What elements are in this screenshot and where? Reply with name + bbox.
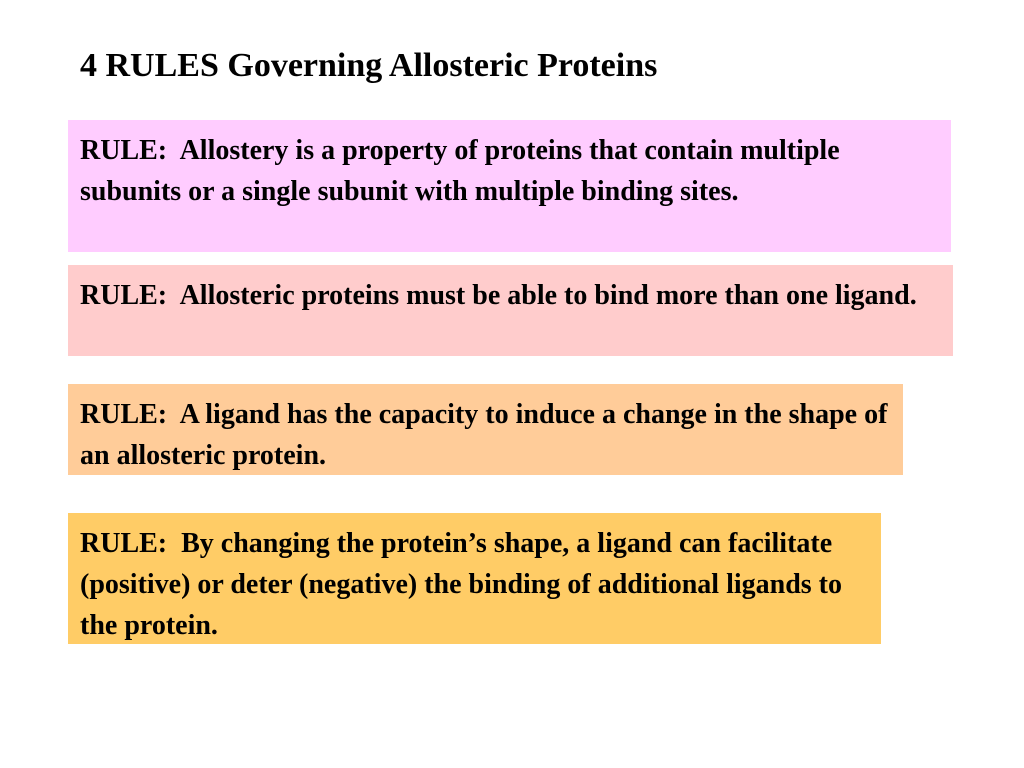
slide-title: 4 RULES Governing Allosteric Proteins [80, 47, 658, 84]
rule-label: RULE: [80, 135, 180, 166]
rule-label: RULE: [80, 280, 180, 311]
rule-box-bind-multiple-ligands [68, 265, 953, 356]
rule-box-allostery-property [68, 120, 951, 252]
rule-label: RULE: [80, 399, 180, 430]
rule-text: Allosteric proteins must be able to bind more than one ligand. [179, 280, 917, 311]
rule-box-ligand-induces-change [68, 384, 903, 475]
rule-text: A ligand has the capacity to induce a change in the shape of an allosteric protein. [80, 399, 888, 471]
rule-label: RULE: [80, 528, 182, 559]
rule-text: Allostery is a property of proteins that contain multiple subunits or a single subunit with multiple binding sites. [80, 135, 840, 207]
rule-text: By changing the protein’s shape, a ligand can facilitate (positive) or deter (negative) the binding of additional ligands to the protein. [80, 528, 843, 641]
rule-box-cooperative-binding [68, 513, 881, 644]
